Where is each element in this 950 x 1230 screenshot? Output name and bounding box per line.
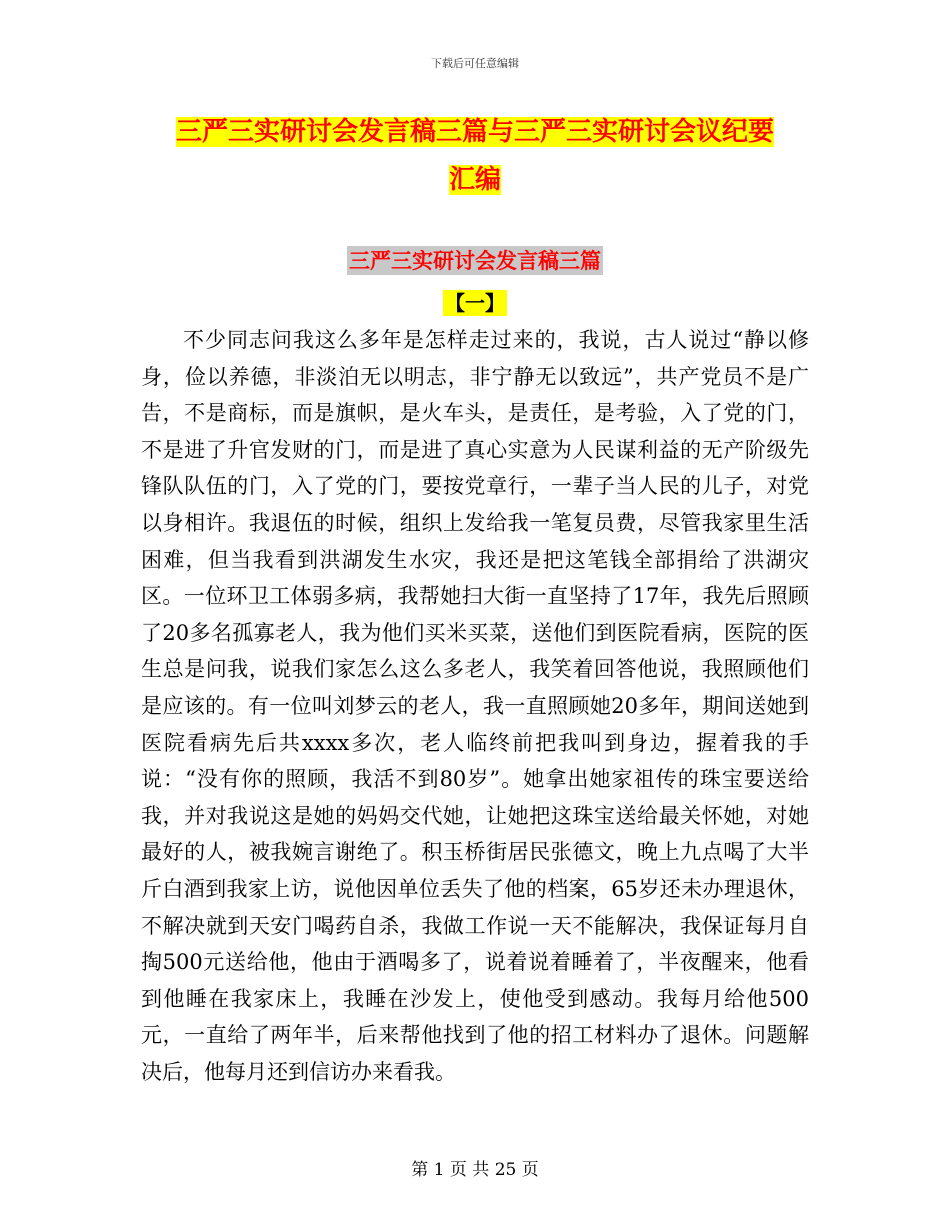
page-footer: 第 1 页 共 25 页 [411,1160,539,1180]
part-title [0,287,950,316]
header-note: 下载后可任意编辑 [431,57,519,70]
document-title [150,108,800,204]
section-title-text: 三严三实研讨会发言稿三篇 [349,248,601,273]
section-title [0,245,950,275]
body-paragraph: 不少同志问我这么多年是怎样走过来的，我说，古人说过“静以修身，俭以养德，非淡泊无以明志，非宁静无以致远”，共产党员不是广告，不是商标，而是旗帜，是火车头，是责任，是考验，入了党的门，不是进了升官发财的门，而是进了真心实意为人民谋利益的无产阶级先锋队队伍的门，入了党的门，要按党章行，一辈子当人民的儿子，对党以身相许。我退伍的时候，组织上发给我一笔复员费，尽管我家里生活困难，但当我看到洪湖发生水灾，我还是把这笔钱全部捐给了洪湖灾区。一位环卫工体弱多病，我帮她扫大街一直坚持了17年，我先后照顾了20多名孤寡老人，我为他们买米买菜，送他们到医院看病，医院的医生总是问我，说我们家怎么这么多老人，我笑着回答他说，我照顾他们是应该的。有一位叫刘梦云的老人，我一直照顾她20多年，期间送她到医院看病先后共xxxx多次，老人临终前把我叫到身边，握着我的手说：“没有你的照顾，我活不到80岁”。她拿出她家祖传的珠宝要送给我，并对我说这是她的妈妈交代她，让她把这珠宝送给最关怀她，对她最好的人，被我婉言谢绝了。积玉桥街居民张德文，晚上九点喝了大半斤白酒到我家上访，说他因单位丢失了他的档案，65岁还未办理退休，不解决就到天安门喝药自杀，我做工作说一天不能解决，我保证每月自掏500元送给他，他由于酒喝多了，说着说着睡着了，半夜醒来，他看到他睡在我家床上，我睡在沙发上，使他受到感动。我每月给他500元，一直给了两年半，后来帮他找到了他的招工材料办了退休。问题解决后，他每月还到信访办来看我。 [141,328,809,1084]
part-title-text: 【一】 [445,291,505,315]
document-title-line2: 汇编 [448,165,501,195]
document-title-line1: 三严三实研讨会发言稿三篇与三严三实研讨会议纪要 [175,117,774,147]
